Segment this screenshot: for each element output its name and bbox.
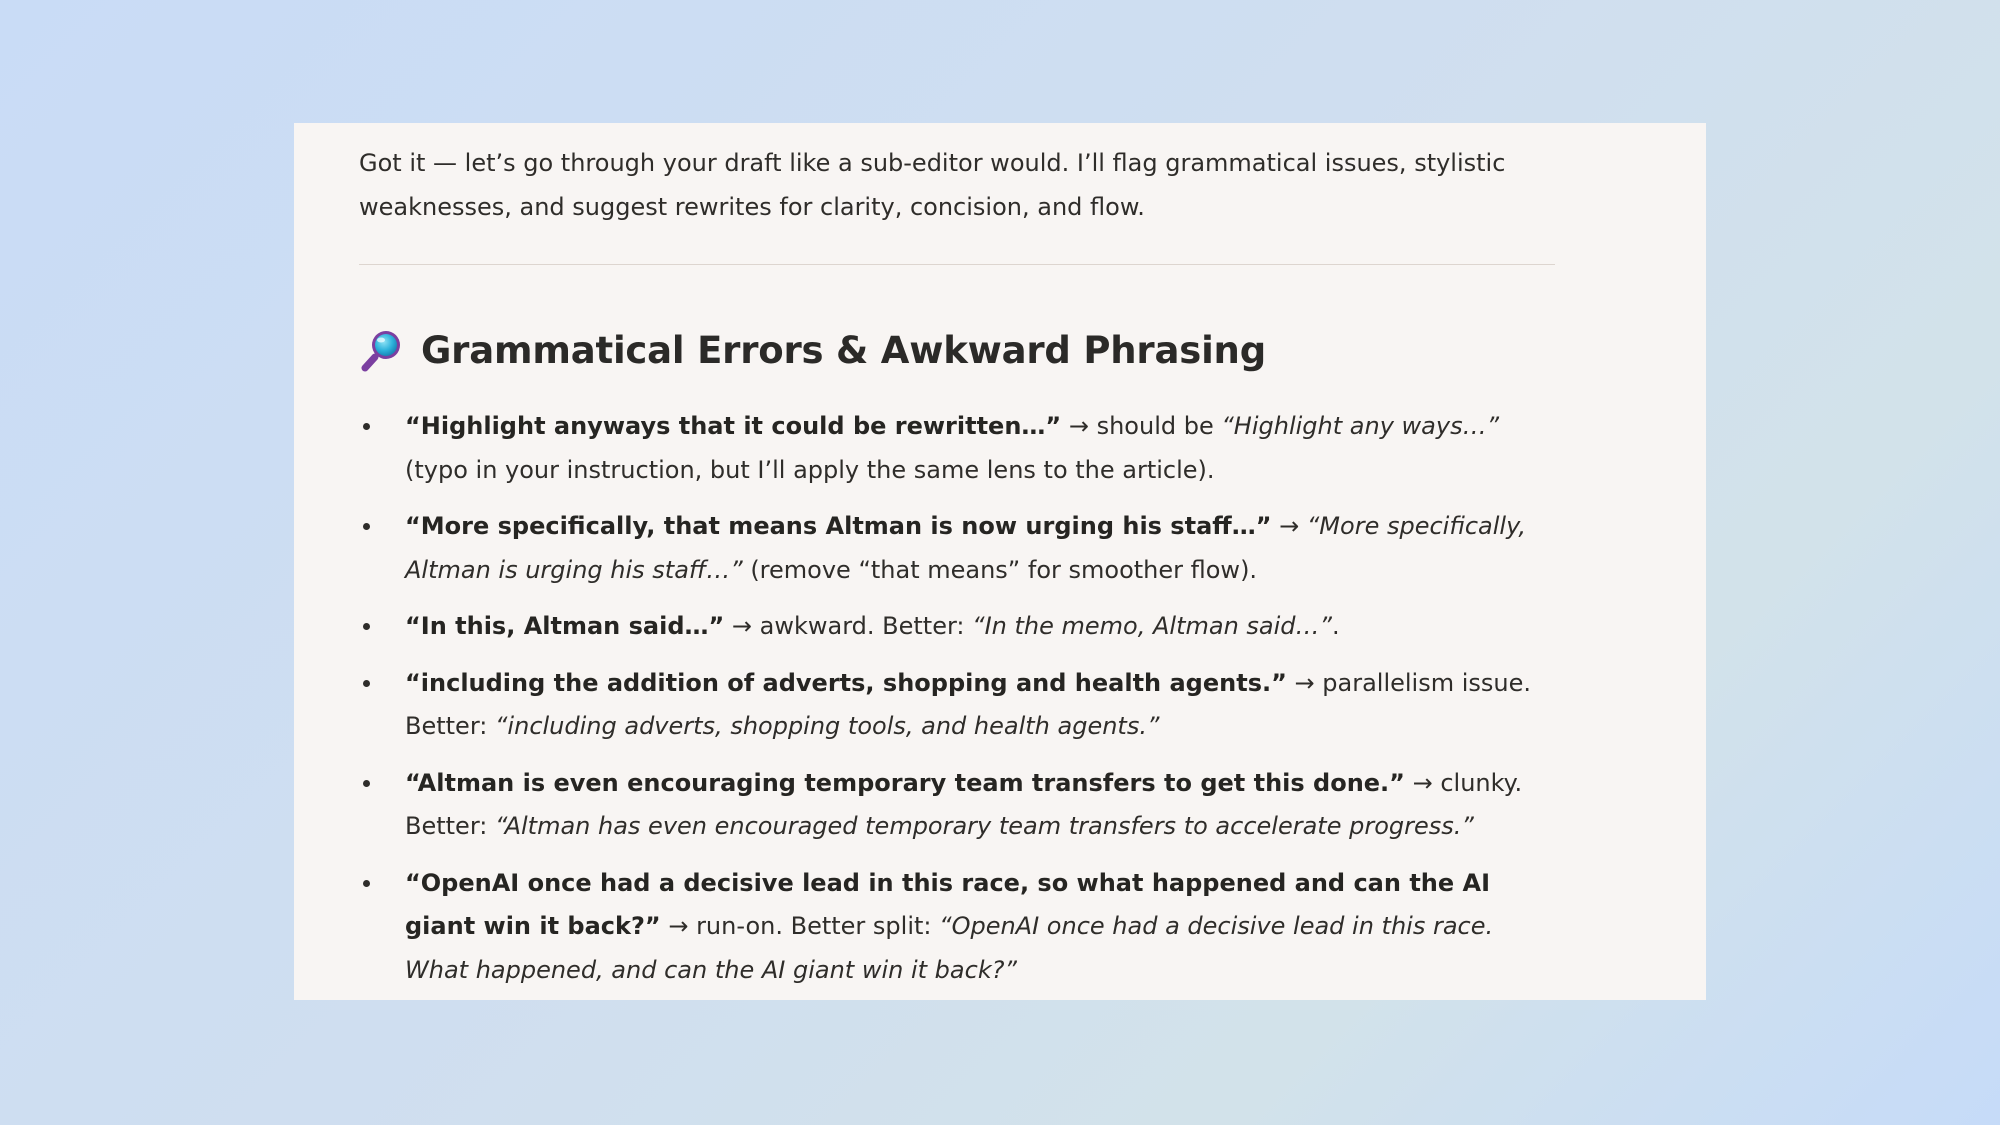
magnifying-glass-icon [359, 327, 405, 373]
list-item [359, 505, 1559, 592]
bullet-dot [363, 680, 370, 687]
chat-response-card [294, 123, 1706, 1000]
comment-text: run-on. Better split: [696, 912, 932, 940]
original-quote: “OpenAI once had a decisive lead in this race, so what happened and can the AI giant win it back?” [405, 868, 1491, 940]
comment-text: clunky. Better: [405, 768, 1523, 840]
bullet-dot [363, 523, 370, 530]
comment-text: parallelism issue. Better: [405, 668, 1532, 740]
list-item [359, 405, 1559, 492]
original-quote: “In this, Altman said…” [405, 612, 725, 640]
comment-text: awkward. Better: [759, 612, 965, 640]
arrow-icon: → [1412, 768, 1433, 797]
arrow-icon: → [1294, 668, 1315, 697]
intro-paragraph: Got it — let’s go through your draft like a sub-editor would. I’ll flag grammatical issues, stylistic weaknesses, and suggest rewrites for clarity, concision, and flow. [359, 149, 1506, 221]
list-item [359, 862, 1559, 993]
section-title: Grammatical Errors & Awkward Phrasing [421, 328, 1266, 372]
suggested-rewrite: “More specifically, Altman is urging his staff…” [405, 512, 1527, 584]
original-quote: “including the addition of adverts, shopping and health agents.” [405, 668, 1287, 697]
original-quote: “Altman is even encouraging temporary team transfers to get this done.” [405, 768, 1405, 797]
list-item [359, 662, 1559, 749]
comment-note: . [1331, 612, 1340, 640]
bullet-dot [363, 880, 370, 887]
comment-text: should be [1096, 412, 1214, 440]
bullet-dot [363, 423, 370, 430]
suggested-rewrite: “OpenAI once had a decisive lead in this race. What happened, and can the AI giant win it back?” [405, 912, 1494, 984]
original-quote: “More specifically, that means Altman is now urging his staff…” [405, 512, 1272, 540]
bullet-dot [363, 623, 370, 630]
arrow-icon: → [668, 912, 689, 940]
comment-note: (typo in your instruction, but I’ll apply the same lens to the article). [405, 455, 1215, 484]
suggested-rewrite: “including adverts, shopping tools, and health agents.” [495, 712, 1160, 740]
list-item [359, 605, 1559, 649]
bullet-dot [363, 780, 370, 787]
arrow-icon: → [1279, 512, 1300, 540]
suggested-rewrite: “Altman has even encouraged temporary team transfers to accelerate progress.” [495, 812, 1474, 840]
issues-list [359, 405, 1559, 1000]
comment-note: (remove “that means” for smoother flow). [750, 555, 1258, 584]
arrow-icon: → [731, 612, 753, 640]
list-item [359, 762, 1559, 849]
suggested-rewrite: “Highlight any ways…” [1221, 412, 1499, 440]
arrow-icon: → [1068, 412, 1089, 440]
section-heading [359, 327, 1266, 373]
original-quote: “Highlight anyways that it could be rewritten…” [405, 412, 1062, 440]
section-divider [359, 264, 1555, 265]
suggested-rewrite: “In the memo, Altman said…” [972, 612, 1332, 640]
response-body [359, 141, 1559, 229]
